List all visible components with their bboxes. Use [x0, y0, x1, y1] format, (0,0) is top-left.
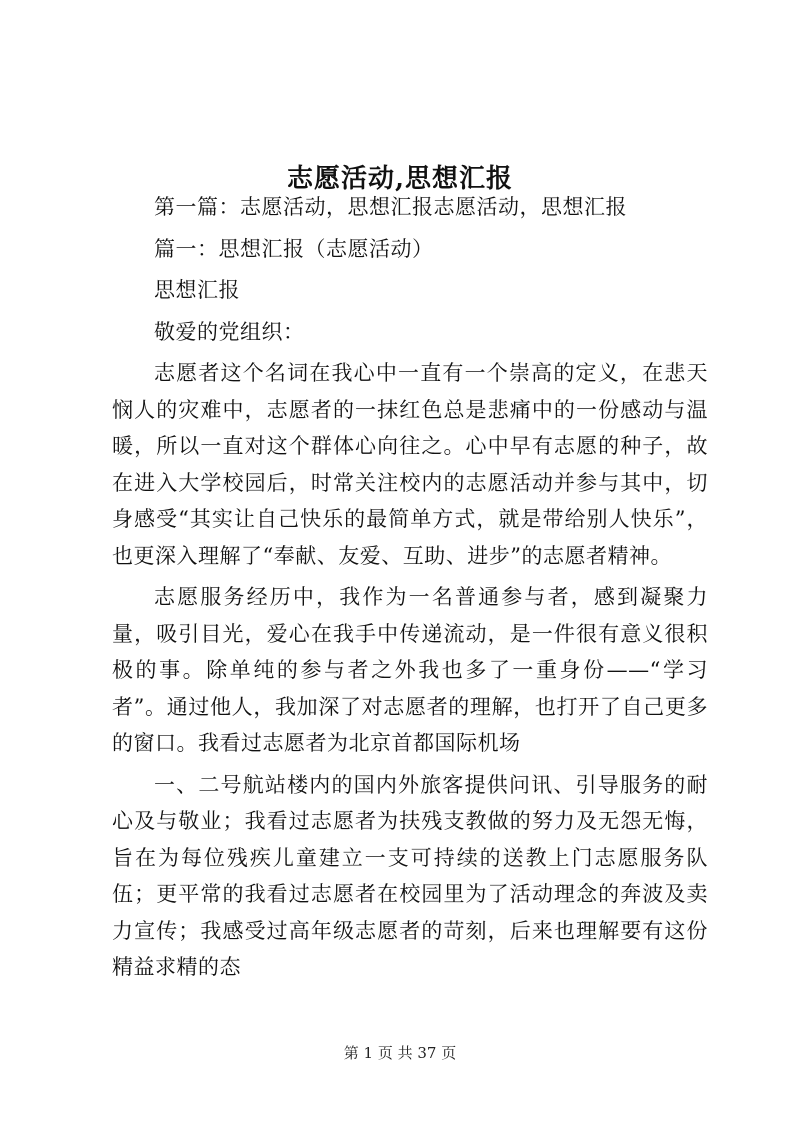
paragraph-heading-1: 第一篇：志愿活动，思想汇报志愿活动，思想汇报	[154, 195, 627, 219]
document-title: 志愿活动,思想汇报	[286, 164, 514, 195]
paragraph-salutation: 敬爱的党组织：	[154, 319, 305, 344]
paragraph-heading-2: 篇一：思想汇报（志愿活动）	[154, 236, 434, 261]
paragraph-body-1: 志愿者这个名词在我心中一直有一个崇高的定义，在悲天悯人的灾难中，志愿者的一抹红色总是悲痛中的一份感动与温暖，所以一直对这个群体心向往之。心中早有志愿的种子，故在进入大学校园后，时常关注校内的志愿活动并参与其中，切身感受“其实让自己快乐的最简单方式，就是带给别人快乐”，也更深入理解了“奉献、友爱、互助、进步”的志愿者精神。	[112, 361, 708, 568]
page-footer: 第 1 页 共 37 页	[343, 1044, 457, 1062]
paragraph-body-3: 一、二号航站楼内的国内外旅客提供问讯、引导服务的耐心及与敬业；我看过志愿者为扶残支教做的努力及无怨无悔，旨在为每位残疾儿童建立一支可持续的送教上门志愿服务队伍；更平常的我看过志愿者在校园里为了活动理念的奔波及卖力宣传；我感受过高年级志愿者的苛刻，后来也理解要有这份精益求精的态	[112, 772, 708, 979]
paragraph-body-2: 志愿服务经历中，我作为一名普通参与者，感到凝聚力量，吸引目光，爱心在我手中传递流动，是一件很有意义很积极的事。除单纯的参与者之外我也多了一重身份——“学习者”。通过他人，我加深了对志愿者的理解，也打开了自己更多的窗口。我看过志愿者为北京首都国际机场	[112, 585, 708, 755]
paragraph-heading-3: 思想汇报	[154, 278, 240, 302]
document-body	[112, 189, 708, 986]
